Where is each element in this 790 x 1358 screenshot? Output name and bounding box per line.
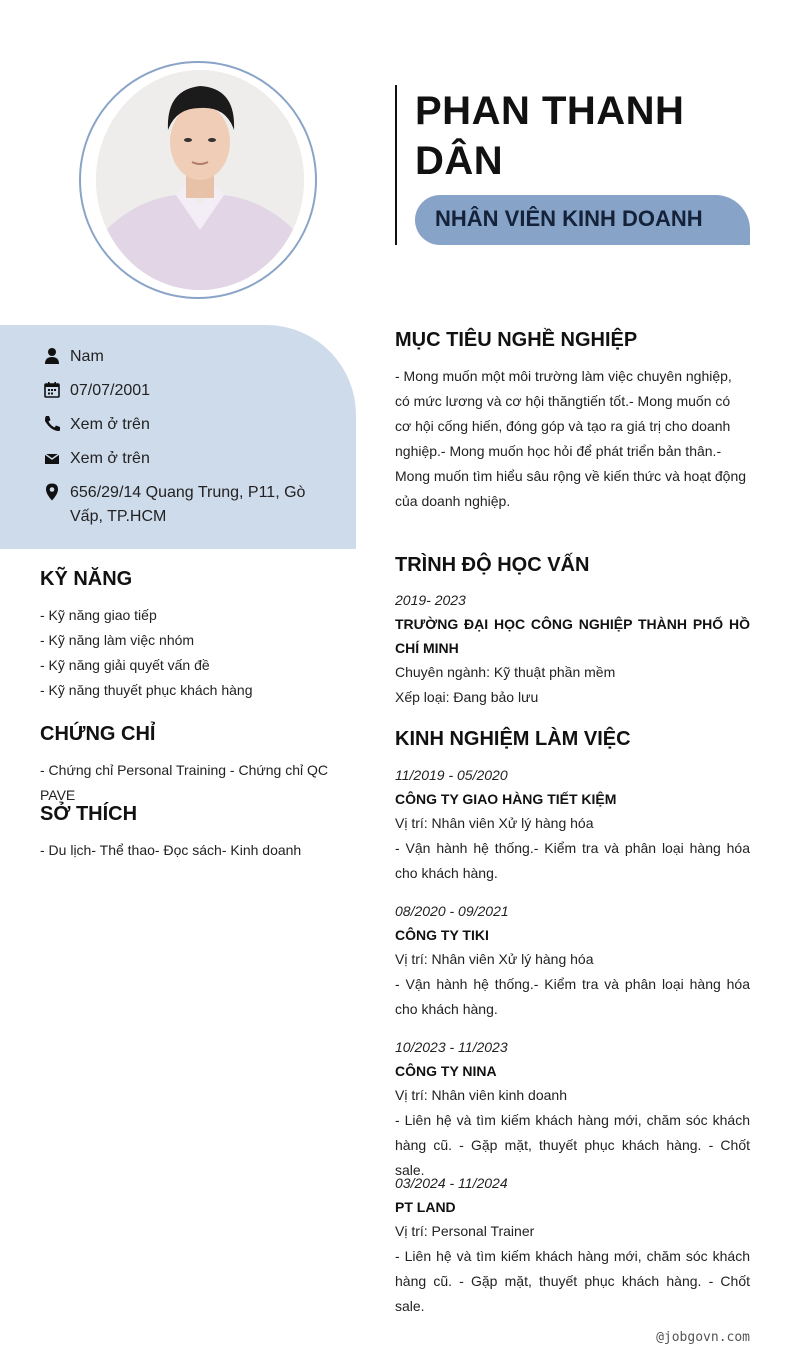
experience-description: - Vận hành hệ thống.- Kiểm tra và phân loại hàng hóa cho khách hàng. (395, 976, 750, 1017)
experience-item (395, 901, 750, 1022)
objective-text: - Mong muốn một môi trường làm việc chuyên nghiệp, có mức lương và cơ hội thăngtiến tốt.- Mong muốn có cơ hội cống hiến, đóng góp và tạo ra giá trị cho doanh nghiệp.- Mong muốn học hỏi để phát triển bản thân.- Mong muốn tìm hiểu sâu rộng về kiến thức và hoạt động của doanh nghiệp. (395, 368, 747, 509)
education-period: 2019- 2023 (395, 592, 466, 608)
experience-description: - Liên hệ và tìm kiếm khách hàng mới, chăm sóc khách hàng cũ. - Gặp mặt, thuyết phục khách hàng. - Chốt sale. (395, 1248, 750, 1314)
full-name (415, 86, 755, 186)
avatar (96, 70, 304, 290)
contact-phone (42, 413, 320, 437)
experience-company: CÔNG TY TIKI (395, 927, 489, 943)
education-school: TRƯỜNG ĐẠI HỌC CÔNG NGHIỆP THÀNH PHỐ HỒ CHÍ MINH (395, 616, 750, 656)
contact-email (42, 447, 320, 471)
address-value: 656/29/14 Quang Trung, P11, Gò Vấp, TP.HCM (70, 484, 306, 525)
skills-heading: KỸ NĂNG (40, 568, 133, 590)
experience-item (395, 1037, 750, 1183)
job-title: NHÂN VIÊN KINH DOANH (435, 206, 703, 231)
experience-company: PT LAND (395, 1199, 456, 1215)
objective-heading: MỤC TIÊU NGHỀ NGHIỆP (395, 329, 638, 351)
location-pin-icon (42, 482, 62, 502)
name-divider (395, 85, 397, 245)
skill-item: - Kỹ năng làm việc nhóm (40, 632, 195, 648)
contact-address (42, 481, 320, 529)
experience-description: - Liên hệ và tìm kiếm khách hàng mới, chăm sóc khách hàng cũ. - Gặp mặt, thuyết phục khách hàng. - Chốt sale. (395, 1112, 750, 1178)
avatar-portrait (96, 70, 304, 290)
experience-period: 10/2023 - 11/2023 (395, 1039, 508, 1055)
birthday-value: 07/07/2001 (70, 382, 151, 399)
skill-item: - Kỹ năng thuyết phục khách hàng (40, 682, 253, 698)
experience-item (395, 1173, 750, 1319)
experience-position: Vị trí: Nhân viên kinh doanh (395, 1087, 567, 1103)
watermark: @jobgovn.com (656, 1330, 750, 1345)
gender-value: Nam (70, 348, 104, 365)
education-entry (395, 590, 750, 710)
education-major: Chuyên ngành: Kỹ thuật phần mềm (395, 664, 616, 680)
certificates-text: - Chứng chỉ Personal Training - Chứng chỉ QC PAVE (40, 762, 328, 803)
hobbies-text: - Du lịch- Thể thao- Đọc sách- Kinh doanh (40, 842, 302, 858)
skill-item: - Kỹ năng giải quyết vấn đề (40, 657, 210, 673)
skills-list (40, 603, 350, 703)
full-name-line1: PHAN THANH (415, 89, 685, 133)
education-heading: TRÌNH ĐỘ HỌC VẤN (395, 554, 590, 576)
calendar-icon (42, 380, 62, 400)
experience-period: 08/2020 - 09/2021 (395, 903, 509, 919)
mail-icon (42, 448, 62, 468)
education-grade: Xếp loại: Đang bảo lưu (395, 689, 539, 705)
experience-heading: KINH NGHIỆM LÀM VIỆC (395, 728, 631, 750)
experience-position: Vị trí: Personal Trainer (395, 1223, 535, 1239)
hobbies-heading: SỞ THÍCH (40, 803, 138, 825)
phone-icon (42, 414, 62, 434)
contact-birthday (42, 379, 320, 403)
email-value: Xem ở trên (70, 450, 150, 467)
experience-position: Vị trí: Nhân viên Xử lý hàng hóa (395, 815, 594, 831)
experience-company: CÔNG TY NINA (395, 1063, 497, 1079)
experience-description: - Vận hành hệ thống.- Kiểm tra và phân loại hàng hóa cho khách hàng. (395, 840, 750, 881)
contact-gender (42, 345, 320, 369)
experience-company: CÔNG TY GIAO HÀNG TIẾT KIỆM (395, 791, 617, 807)
experience-item (395, 765, 750, 886)
phone-value: Xem ở trên (70, 416, 150, 433)
experience-period: 03/2024 - 11/2024 (395, 1175, 508, 1191)
full-name-line2: DÂN (415, 139, 504, 183)
experience-position: Vị trí: Nhân viên Xử lý hàng hóa (395, 951, 594, 967)
person-icon (42, 346, 62, 366)
certificates-heading: CHỨNG CHỈ (40, 723, 156, 745)
experience-period: 11/2019 - 05/2020 (395, 767, 508, 783)
skill-item: - Kỹ năng giao tiếp (40, 607, 157, 623)
